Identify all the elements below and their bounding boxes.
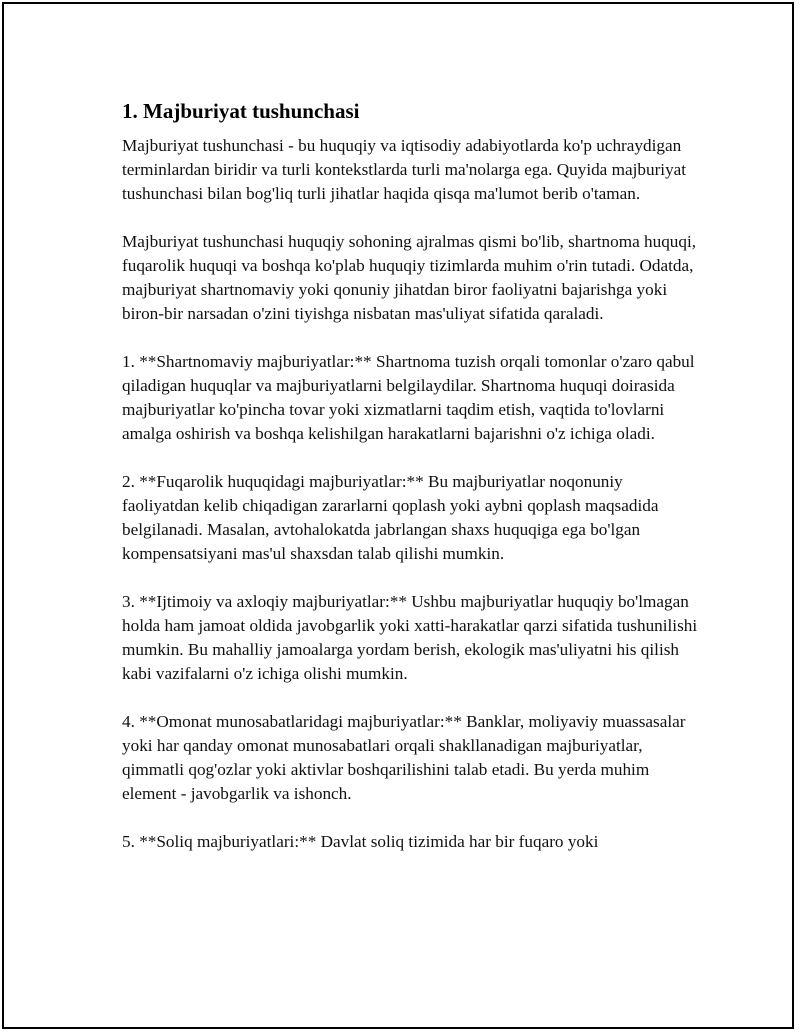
paragraph-item-5: 5. **Soliq majburiyatlari:** Davlat soliq tizimida har bir fuqaro yoki: [122, 832, 599, 851]
paragraph-item-2: 2. **Fuqarolik huquqidagi majburiyatlar:** Bu majburiyatlar noqonuniy faoliyatdan kelib chiqadigan zararlarni qoplash yoki aybni qoplash maqsadida belgilanadi. Masalan, avtohalokatda jabrlangan shaxs huquqiga ega bo'lgan kompensatsiyani mas'ul shaxsdan talab qilishi mumkin.: [122, 472, 659, 563]
document-page: [2, 2, 794, 1029]
paragraph-definition: Majburiyat tushunchasi huquqiy sohoning ajralmas qismi bo'lib, shartnoma huquqi, fuqarolik huquqi va boshqa ko'plab huquqiy tizimlarda muhim o'rin tutadi. Odatda, majburiyat shartnomaviy yoki qonuniy jihatdan biror faoliyatni bajarishga yoki biron-bir narsadan o'zini tiyishga nisbatan mas'uliyat sifatida qaraladi.: [122, 232, 697, 323]
paragraph-item-4: 4. **Omonat munosabatlaridagi majburiyatlar:** Banklar, moliyaviy muassasalar yoki har qanday omonat munosabatlari orqali shakllanadigan majburiyatlar, qimmatli qog'ozlar yoki aktivlar boshqarilishini talab etadi. Bu yerda muhim element - javobgarlik va ishonch.: [122, 712, 686, 803]
section-heading: 1. Majburiyat tushunchasi: [122, 99, 360, 123]
document-body: [122, 98, 702, 878]
paragraph-intro: Majburiyat tushunchasi - bu huquqiy va iqtisodiy adabiyotlarda ko'p uchraydigan terminlardan biridir va turli kontekstlarda turli ma'nolarga ega. Quyida majburiyat tushunchasi bilan bog'liq turli jihatlar haqida qisqa ma'lumot berib o'taman.: [122, 136, 687, 203]
paragraph-item-3: 3. **Ijtimoiy va axloqiy majburiyatlar:** Ushbu majburiyatlar huquqiy bo'lmagan holda ham jamoat oldida javobgarlik yoki xatti-harakatlar qarzi sifatida tushunilishi mumkin. Bu mahalliy jamoalarga yordam berish, ekologik mas'uliyatni his qilish kabi vazifalarni o'z ichiga olishi mumkin.: [122, 592, 698, 683]
paragraph-item-1: 1. **Shartnomaviy majburiyatlar:** Shartnoma tuzish orqali tomonlar o'zaro qabul qiladigan huquqlar va majburiyatlarni belgilaydilar. Shartnoma huquqi doirasida majburiyatlar ko'pincha tovar yoki xizmatlarni taqdim etish, vaqtida to'lovlarni amalga oshirish va boshqa kelishilgan harakatlarni bajarishni o'z ichiga oladi.: [122, 352, 695, 443]
